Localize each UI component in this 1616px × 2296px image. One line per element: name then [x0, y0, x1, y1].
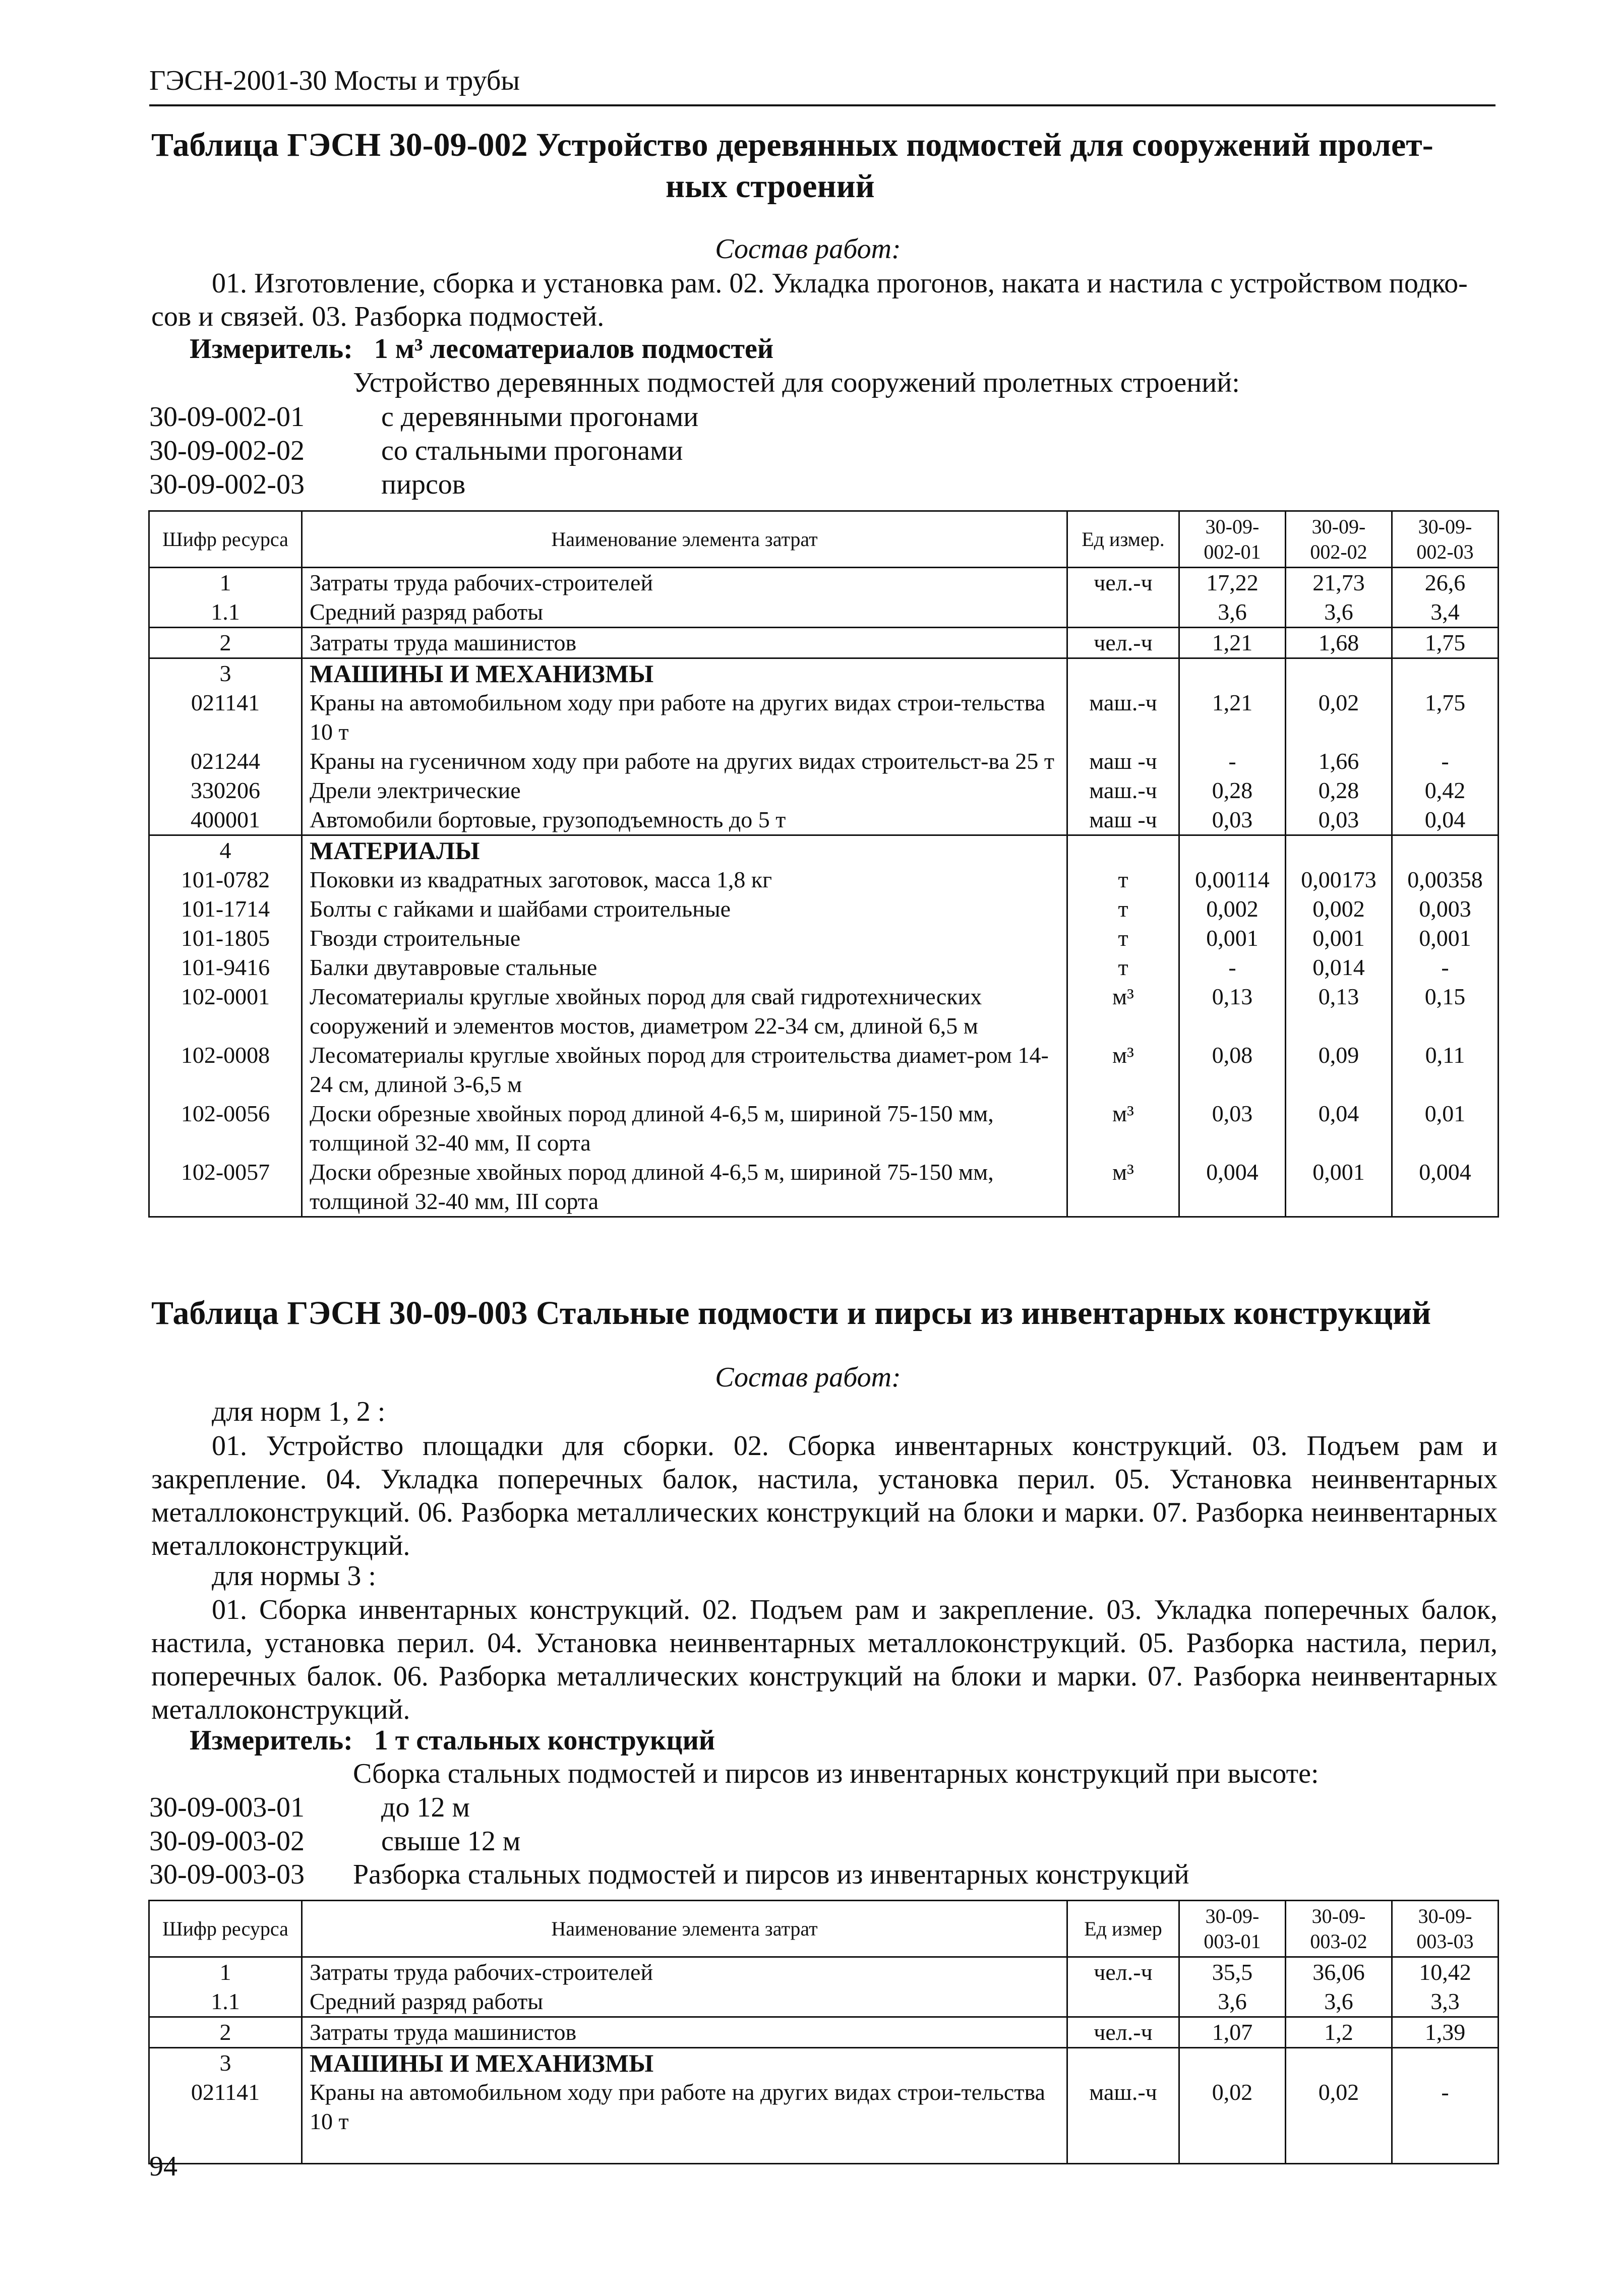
table1-title-line2: ных строений: [666, 168, 875, 205]
table-row: 101-0782 Поковки из квадратных заготовок, масса 1,8 кг т 0,00114 0,00173 0,00358: [149, 865, 1499, 894]
norm-code: 30-09-003-03: [149, 1859, 305, 1890]
table2-for-norm-3: для нормы 3 :: [212, 1560, 376, 1592]
section-row: 3 МАШИНЫ И МЕХАНИЗМЫ: [149, 658, 1499, 689]
norm-text: с деревянными прогонами: [381, 401, 699, 433]
table-row: 102-0001 Лесоматериалы круглые хвойных пород для свай гидротехнических сооружений и элементов мостов, диаметром 22-34 см, длиной 6,5 м м³ 0,13 0,13 0,15: [149, 982, 1499, 1041]
table-row: 021244 Краны на гусеничном ходу при работе на других видах строительст-ва 25 т маш -ч - 1,66 -: [149, 747, 1499, 776]
norm-text: со стальными прогонами: [381, 435, 683, 466]
col-header-name: Наименование элемента затрат: [302, 1901, 1067, 1957]
norm-code: 30-09-002-02: [149, 435, 305, 466]
table-row: 102-0057 Доски обрезные хвойных пород длиной 4-6,5 м, шириной 75-150 мм, толщиной 32-40 мм, III сорта м³ 0,004 0,001 0,004: [149, 1158, 1499, 1217]
table2-measurer-value: 1 т стальных конструкций: [374, 1725, 715, 1756]
table2-works-3: 01. Сборка инвентарных конструкций. 02. Подъем рам и закрепление. 03. Укладка поперечных балок, настила, установка перил. 04. Установка неинвентарных металлоконструкций. 05. Разборка настила, перил, поперечных балок. 06. Разборка металлических конструкций на блоки и марки. 07. Разборка неинвентарных металлоконструкций.: [151, 1594, 1498, 1725]
table-row: 102-0008 Лесоматериалы круглые хвойных пород для строительства диамет-ром 14-24 см, длиной 3-6,5 м м³ 0,08 0,09 0,11: [149, 1041, 1499, 1099]
table2-measurer: [190, 1724, 715, 1757]
page-number: 94: [149, 2151, 177, 2182]
table-row: 101-9416 Балки двутавровые стальные т - 0,014 -: [149, 953, 1499, 982]
table-row: 1.1 Средний разряд работы 3,6 3,6 3,4: [149, 597, 1499, 628]
norm-text: до 12 м: [381, 1792, 470, 1823]
table-row: 021141 Краны на автомобильном ходу при работе на других видах строи-тельства 10 т маш.-ч 1,21 0,02 1,75: [149, 688, 1499, 747]
norm-code: 30-09-003-02: [149, 1826, 305, 1857]
table1-measurer-value: 1 м³ лесоматериалов подмостей: [374, 333, 774, 365]
col-header-code: Шифр ресурса: [149, 511, 302, 568]
table-row: 400001 Автомобили бортовые, грузоподъемность до 5 т маш -ч 0,03 0,03 0,04: [149, 805, 1499, 835]
table1-intro: Устройство деревянных подмостей для сооружений пролетных строений:: [353, 367, 1240, 398]
table2-for-norms-12: для норм 1, 2 :: [212, 1396, 386, 1427]
section-row: 3 МАШИНЫ И МЕХАНИЗМЫ: [149, 2048, 1499, 2078]
norm-code: 30-09-002-03: [149, 469, 305, 500]
col-header-norm3: 30-09- 003-03: [1392, 1901, 1499, 1957]
col-header-name: Наименование элемента затрат: [302, 511, 1067, 568]
table-row: 101-1805 Гвозди строительные т 0,001 0,001 0,001: [149, 924, 1499, 953]
table2-grid: [148, 1900, 1499, 2164]
table2-intro: Сборка стальных подмостей и пирсов из инвентарных конструкций при высоте:: [353, 1758, 1319, 1789]
table-row: 2 Затраты труда машинистов чел.-ч 1,21 1,68 1,75: [149, 628, 1499, 658]
table1-title-line1: Таблица ГЭСН 30-09-002 Устройство деревянных подмостей для сооружений пролет-: [151, 127, 1433, 163]
header-rule: [149, 104, 1495, 106]
table-row: 1.1 Средний разряд работы 3,6 3,6 3,3: [149, 1987, 1499, 2017]
col-header-code: Шифр ресурса: [149, 1901, 302, 1957]
norm-text: пирсов: [381, 469, 466, 500]
table-row: 021141 Краны на автомобильном ходу при работе на других видах строи-тельства 10 т маш.-ч 0,02 0,02 -: [149, 2078, 1499, 2163]
norm-code: 30-09-002-01: [149, 401, 305, 433]
table-row: 330206 Дрели электрические маш.-ч 0,28 0,28 0,42: [149, 776, 1499, 805]
norm-code: 30-09-003-01: [149, 1792, 305, 1823]
table2-measurer-label: Измеритель:: [190, 1725, 353, 1756]
section-row: 4 МАТЕРИАЛЫ: [149, 835, 1499, 866]
table2-title: Таблица ГЭСН 30-09-003 Стальные подмости и пирсы из инвентарных конструкций: [151, 1295, 1431, 1332]
running-head: ГЭСН-2001-30 Мосты и трубы: [149, 65, 520, 96]
col-header-unit: Ед измер.: [1067, 511, 1179, 568]
table-row: 2 Затраты труда машинистов чел.-ч 1,07 1,2 1,39: [149, 2017, 1499, 2048]
table1-grid: [148, 510, 1499, 1218]
col-header-norm2: 30-09- 003-02: [1286, 1901, 1392, 1957]
col-header-norm2: 30-09- 002-02: [1286, 511, 1392, 568]
table-row: 1 Затраты труда рабочих-строителей чел.-ч 17,22 21,73 26,6: [149, 568, 1499, 598]
norm-text: свыше 12 м: [381, 1826, 521, 1857]
table2-works-12: 01. Устройство площадки для сборки. 02. Сборка инвентарных конструкций. 03. Подъем рам и закрепление. 04. Укладка поперечных балок, настила, установка перил. 05. Установка неинвентарных металлоконструкций. 06. Разборка металлических конструкций на блоки и марки. 07. Разборка неинвентарных металлоконструкций.: [151, 1430, 1498, 1561]
table-row: 102-0056 Доски обрезные хвойных пород длиной 4-6,5 м, шириной 75-150 мм, толщиной 32-40 мм, II сорта м³ 0,03 0,04 0,01: [149, 1099, 1499, 1158]
col-header-norm3: 30-09- 002-03: [1392, 511, 1499, 568]
table-row: 101-1714 Болты с гайками и шайбами строительные т 0,002 0,002 0,003: [149, 894, 1499, 924]
table2-works-heading: Состав работ:: [715, 1362, 901, 1393]
table1-works-line1: 01. Изготовление, сборка и установка рам. 02. Укладка прогонов, наката и настила с устройством подко-: [212, 268, 1468, 299]
norm-text: Разборка стальных подмостей и пирсов из инвентарных конструкций: [353, 1859, 1189, 1890]
col-header-unit: Ед измер: [1067, 1901, 1179, 1957]
table1-works-heading: Состав работ:: [715, 233, 901, 265]
table1-works-line2: сов и связей. 03. Разборка подмостей.: [151, 301, 605, 332]
col-header-norm1: 30-09- 002-01: [1179, 511, 1286, 568]
table1-measurer-label: Измеритель:: [190, 333, 353, 365]
table-row: 1 Затраты труда рабочих-строителей чел.-ч 35,5 36,06 10,42: [149, 1957, 1499, 1987]
table1-measurer: [190, 333, 773, 365]
col-header-norm1: 30-09- 003-01: [1179, 1901, 1286, 1957]
